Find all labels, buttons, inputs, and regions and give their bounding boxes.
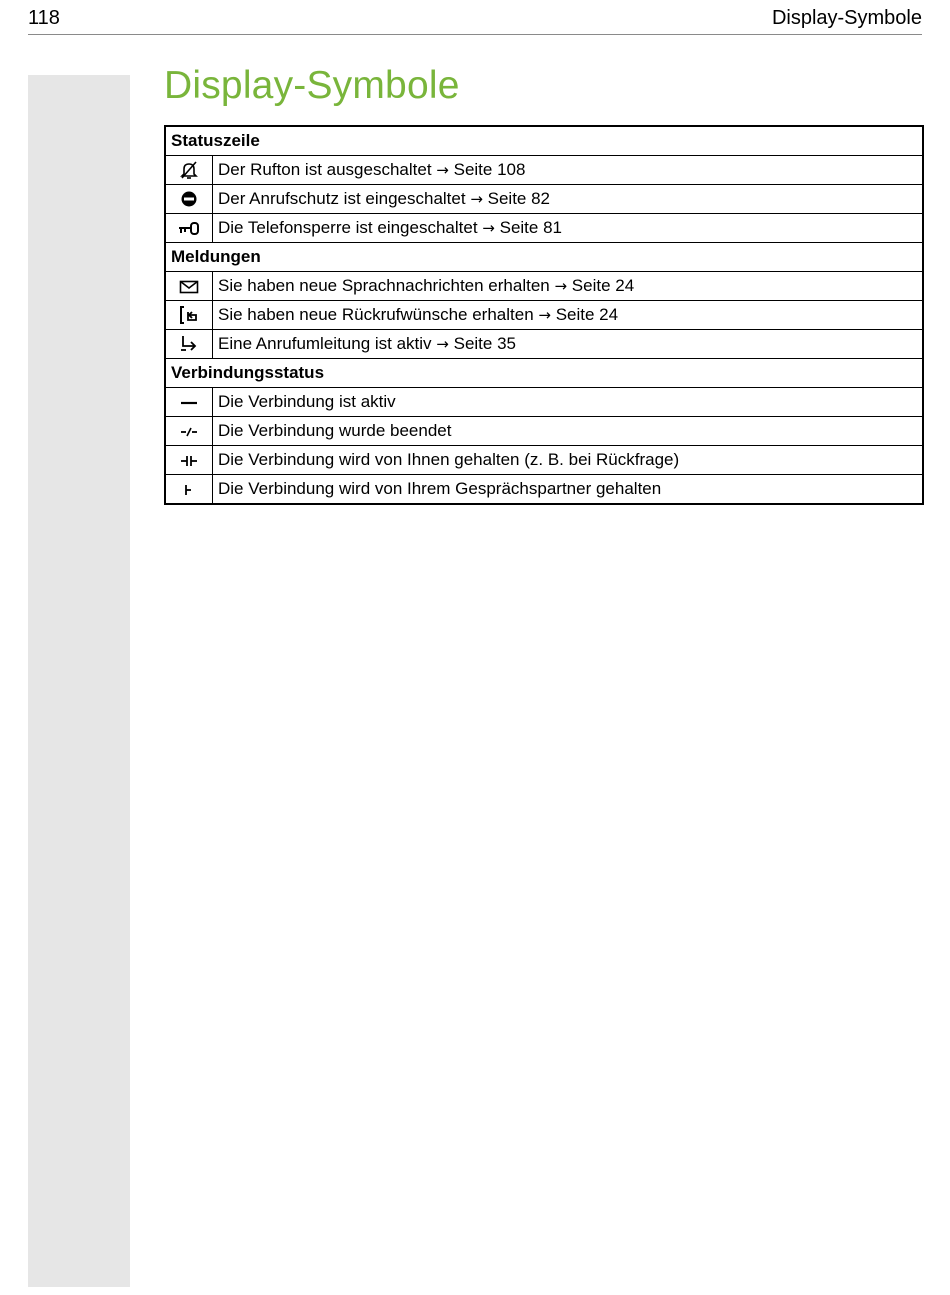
key-lock-icon [178,221,200,237]
page-reference-link[interactable]: Seite 108 [453,160,526,179]
row-text: Die Verbindung wird von Ihnen gehalten (z. B. bei Rückfrage) [218,450,680,469]
reference-arrow: → [554,277,568,295]
envelope-icon [179,280,199,294]
section-row-statuszeile [165,126,923,156]
table-row [165,214,923,243]
section-row-verbindungsstatus [165,359,923,388]
page-reference-link[interactable]: Seite 24 [571,276,635,295]
page-title: Display-Symbole [164,64,460,107]
table-row [165,185,923,214]
row-text: Sie haben neue Rückrufwünsche erhalten [218,305,534,324]
row-text: Eine Anrufumleitung ist aktiv [218,334,432,353]
table-row [165,475,923,505]
do-not-disturb-icon [180,190,198,208]
reference-arrow: → [436,161,449,179]
side-margin-band [28,75,130,1287]
reference-arrow: → [482,219,495,237]
row-text: Die Telefonsperre ist eingeschaltet [218,218,478,237]
reference-arrow: → [436,335,449,353]
page-number: 118 [28,7,60,29]
table-row [165,272,923,301]
table-row [165,156,923,185]
row-text: Sie haben neue Sprachnachrichten erhalten [218,276,555,295]
connection-held-by-partner-icon [179,484,199,496]
row-text: Die Verbindung wurde beendet [218,421,452,440]
running-title: Display-Symbole [771,7,922,29]
reference-arrow: → [538,306,551,324]
page-reference-link[interactable]: Seite 24 [555,305,619,324]
section-row-meldungen [165,243,923,272]
row-text: Die Verbindung wird von Ihrem Gesprächspartner gehalten [218,479,662,498]
page-header [28,0,922,35]
ringer-off-icon [179,160,199,180]
reference-arrow: → [470,190,483,208]
connection-active-icon [179,398,199,408]
callback-icon [179,305,199,325]
table-row [165,446,923,475]
section-heading: Verbindungsstatus [165,359,923,388]
row-text: Der Anrufschutz ist eingeschaltet [218,189,466,208]
display-symbols-table [164,125,924,505]
page-reference-link[interactable]: Seite 35 [453,334,516,353]
table-row [165,301,923,330]
table-row [165,417,923,446]
row-text: Die Verbindung ist aktiv [218,392,396,411]
table-row [165,388,923,417]
page-reference-link[interactable]: Seite 82 [487,189,551,208]
section-heading: Meldungen [165,243,923,272]
connection-ended-icon [179,426,199,438]
connection-held-icon [179,455,199,467]
table-row [165,330,923,359]
page-reference-link[interactable]: Seite 81 [499,218,562,237]
section-heading: Statuszeile [165,126,923,156]
call-forward-icon [179,334,199,354]
row-text: Der Rufton ist ausgeschaltet [218,160,432,179]
